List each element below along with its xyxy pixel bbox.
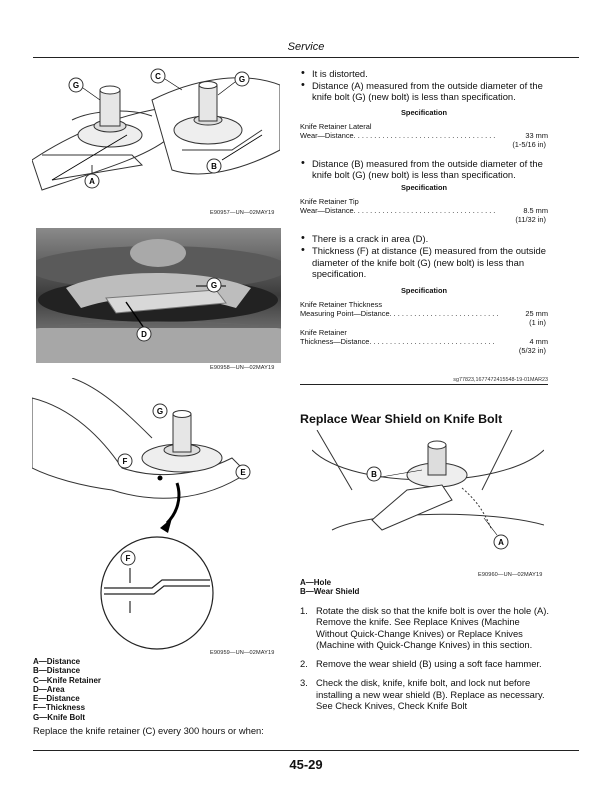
bullet-list-1 (300, 68, 548, 103)
spec-heading: Specification (401, 182, 447, 192)
legend-item: C—Knife Retainer (33, 675, 102, 685)
spec-row (300, 337, 548, 346)
spec-label: Wear—Distance. . . . . . . . . . . . . . . . . . . . . . . . . . . . . . . . . . . (300, 205, 496, 215)
spec-alt: (11/32 in) (515, 215, 546, 225)
spec-value: 25 mm (525, 309, 548, 319)
figure-caption: E90958—UN—02MAY19 (210, 365, 275, 371)
section-title: Replace Wear Shield on Knife Bolt (300, 412, 503, 426)
legend-item: A—Hole (300, 578, 332, 587)
callout-f: F (125, 554, 131, 563)
legend-item: D—Area (33, 684, 65, 694)
figure-wear-shield (312, 430, 544, 570)
legend-item: B—Wear Shield (300, 587, 360, 597)
figure-legend (33, 657, 101, 722)
callout-b: B (211, 162, 217, 171)
page-number: 45-29 (289, 757, 323, 772)
figure-knife-retainer-distances (32, 60, 280, 210)
callout-b: B (371, 470, 377, 479)
running-header: Service (287, 41, 325, 53)
intro-text: Replace the knife retainer (C) every 300 hours or when: (33, 725, 264, 736)
spec-row (300, 131, 548, 140)
legend-item: G—Knife Bolt (33, 712, 85, 722)
figure-legend (300, 578, 359, 597)
steps (300, 605, 550, 719)
spec-label: Thickness—Distance. . . . . . . . . . . . . . . . . . . . . . . . . . . . . . . (300, 336, 495, 346)
step-item: 1. Rotate the disk so that the knife bolt is over the hole (A). Remove the knife. See Replace Knives (Machine Without Quick-Change Knives) or Replace Knives (Machine with Quick-Change Knives) in this section. (300, 605, 549, 650)
spec-row (300, 309, 548, 318)
callout-a: A (498, 538, 504, 547)
header-rule (33, 57, 579, 58)
callout-e: E (240, 468, 246, 477)
reference-id: sg77823,1677472415548-19-01MAR23 (453, 377, 548, 383)
spec-row (300, 206, 548, 215)
spec-name: Knife Retainer Tip (300, 196, 359, 206)
spec-value: 4 mm (529, 336, 548, 346)
spec-name: Knife Retainer Thickness (300, 300, 383, 310)
spec-value: 8.5 mm (523, 205, 548, 215)
bullet-item: • Distance (B) measured from the outside diameter of the knife bolt (G) (new bolt) is less than specification. (300, 158, 548, 180)
spec-label: Wear—Distance. . . . . . . . . . . . . . . . . . . . . . . . . . . . . . . . . . . (300, 130, 496, 140)
step-item: 2. Remove the wear shield (B) using a soft face hammer. (300, 658, 542, 670)
bullet-item: • There is a crack in area (D). (300, 233, 548, 244)
callout-g: G (210, 281, 218, 290)
spec-alt: (5/32 in) (518, 346, 546, 356)
spec-alt: (1 in) (529, 318, 546, 328)
legend-item: B—Distance (33, 666, 81, 676)
figure-crack-area-photo (36, 228, 281, 363)
callout-g: G (72, 81, 80, 90)
callout-d: D (141, 330, 147, 339)
spec-alt: (1-5/16 in) (512, 140, 546, 150)
callout-a: A (89, 177, 95, 186)
bullet-item: • Thickness (F) at distance (E) measured from the outside diameter of the knife bolt (G) (new bolt) is less than specification. (300, 245, 548, 279)
spec-heading: Specification (401, 286, 447, 296)
legend-item: A—Distance (33, 657, 81, 666)
spec-label: Measuring Point—Distance. . . . . . . . . . . . . . . . . . . . . . . . . . . (300, 309, 499, 319)
legend-item: E—Distance (33, 694, 80, 704)
bullet-list-2 (300, 158, 548, 180)
right-column (300, 68, 548, 355)
figure-caption: E90957—UN—02MAY19 (210, 210, 275, 216)
section-rule (300, 384, 548, 385)
figure-caption: E90960—UN—02MAY19 (478, 572, 543, 578)
callout-g: G (238, 75, 246, 84)
figure-caption: E90959—UN—02MAY19 (210, 650, 275, 656)
spec-name: Knife Retainer (300, 327, 347, 337)
bullet-item: • It is distorted. (300, 68, 548, 79)
callout-g: G (156, 407, 164, 416)
spec-heading: Specification (401, 107, 447, 117)
callout-f: F (122, 457, 128, 466)
legend-item: F—Thickness (33, 703, 86, 713)
step-item: 3. Check the disk, knife, knife bolt, and lock nut before installing a new wear shield (B). Replace as necessary. See Check Knives, Check Knife Bolt (300, 677, 545, 712)
spec-name: Knife Retainer Lateral (300, 121, 372, 131)
bullet-item: • Distance (A) measured from the outside diameter of the knife bolt (G) (new bolt) is less than specification. (300, 80, 548, 102)
figure-thickness-measurement (32, 378, 280, 650)
bullet-list-3 (300, 233, 548, 279)
callout-c: C (155, 72, 161, 81)
footer-rule (33, 750, 579, 751)
spec-value: 33 mm (525, 130, 548, 140)
